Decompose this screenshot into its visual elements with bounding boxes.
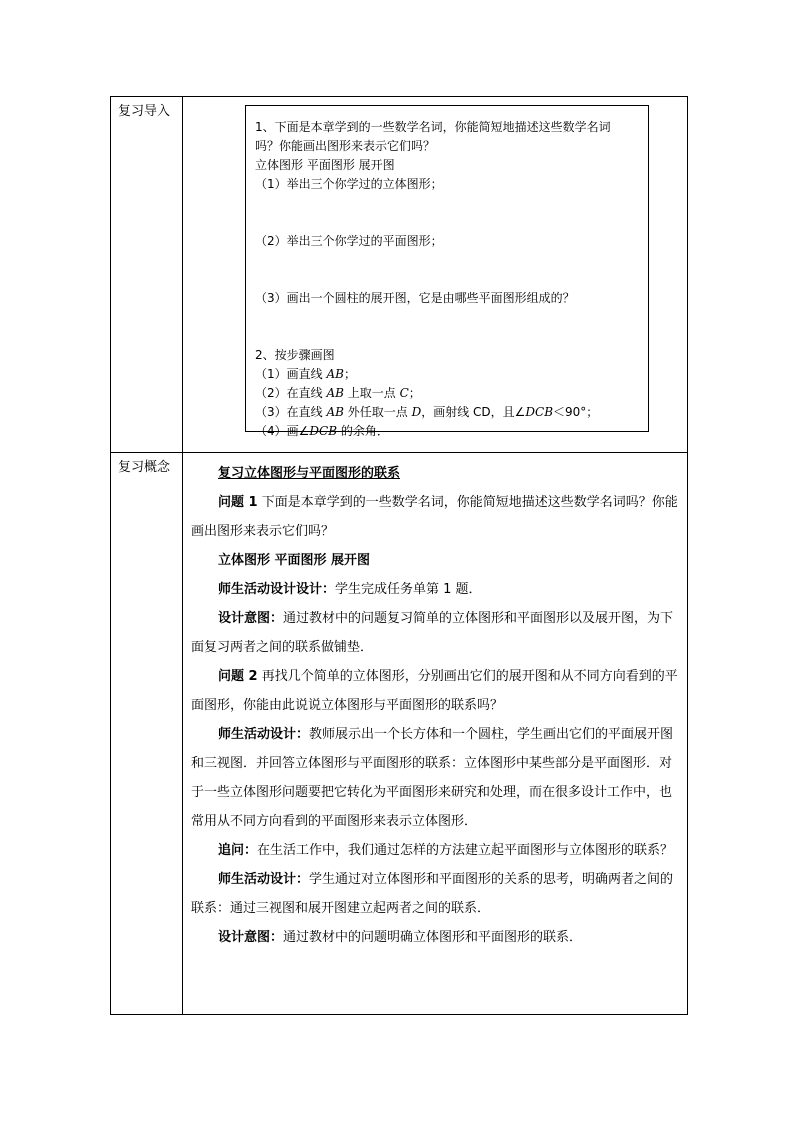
review-intro-label: 复习导入 <box>118 104 171 119</box>
question-1-line-1: 1、下面是本章学到的一些数学名词，你能简短地描述这些数学名词 <box>255 120 611 134</box>
step-1: （1）画直线 AB； <box>255 367 356 381</box>
concept-follow-up: 追问：在生活工作中，我们通过怎样的方法建立起平面图形与立体图形的联系？ <box>218 843 674 858</box>
question-1-terms: 立体图形 平面图形 展开图 <box>255 158 395 172</box>
question-1-sub-2: （2）举出三个你学过的平面图形； <box>255 234 443 248</box>
concept-activity-3: 师生活动设计：学生通过对立体图形和平面图形的关系的思考，明确两者之间的联系：通过三视图和展开图建立起两者之间的联系． <box>191 872 674 916</box>
concept-heading: 复习立体图形与平面图形的联系 <box>218 466 401 481</box>
concept-activity-1: 师生活动设计设计：学生完成任务单第 1 题． <box>218 582 482 597</box>
review-intro-row <box>111 97 688 453</box>
review-concept-content-cell <box>183 453 688 1015</box>
review-concept-label-cell <box>111 453 183 1015</box>
step-2: （2）在直线 AB 上取一点 C； <box>255 386 421 400</box>
concept-question-1: 问题 1 下面是本章学到的一些数学名词，你能简短地描述这些数学名词吗？你能画出图形来表示它们吗？ <box>191 495 678 539</box>
question-1-line-2: 吗？你能画出图形来表示它们吗？ <box>255 139 436 153</box>
concept-intent-1: 设计意图：通过教材中的问题复习简单的立体图形和平面图形以及展开图，为下面复习两者之间的联系做铺垫． <box>191 611 674 655</box>
concept-intent-2: 设计意图：通过教材中的问题明确立体图形和平面图形的联系． <box>218 930 583 945</box>
review-intro-box <box>245 105 649 438</box>
review-intro-label-cell <box>111 97 183 453</box>
concept-terms: 立体图形 平面图形 展开图 <box>218 553 371 568</box>
question-2-title: 2、按步骤画图 <box>255 348 335 362</box>
question-1-sub-1: （1）举出三个你学过的立体图形； <box>255 177 443 191</box>
concept-activity-2: 师生活动设计：教师展示出一个长方体和一个圆柱，学生画出它们的平面展开图和三视图．并回答立体图形与平面图形的联系：立体图形中某些部分是平面图形．对于一些立体图形问题要把它转化为平面图形来研究和处理，而在很多设计工作中，也常用从不同方向看到的平面图形来表示立体图形． <box>191 727 674 829</box>
review-concept-label: 复习概念 <box>118 460 171 475</box>
lesson-plan-table <box>110 96 688 1015</box>
step-4: （4）画∠DCB 的余角． <box>255 424 389 438</box>
review-intro-content-cell <box>183 97 688 453</box>
question-1-sub-3: （3）画出一个圆柱的展开图，它是由哪些平面图形组成的？ <box>255 291 575 305</box>
concept-question-2: 问题 2 再找几个简单的立体图形，分别画出它们的展开图和从不同方向看到的平面图形，你能由此说说立体图形与平面图形的联系吗？ <box>191 669 678 713</box>
review-concept-body <box>183 453 687 952</box>
review-concept-row <box>111 453 688 1015</box>
step-3: （3）在直线 AB 外任取一点 D，画射线 CD，且∠DCB＜90°； <box>255 405 599 419</box>
